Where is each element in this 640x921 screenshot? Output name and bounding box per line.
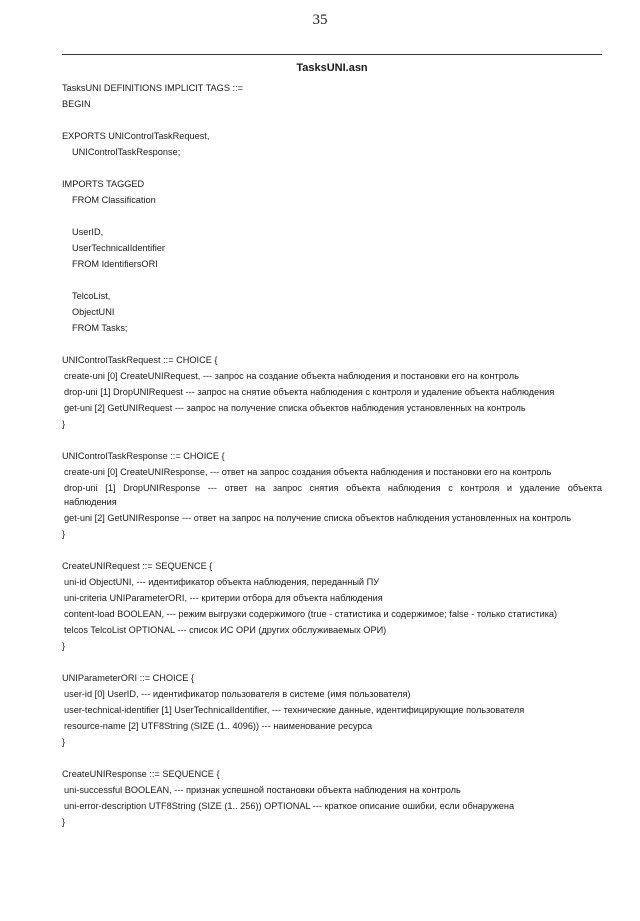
code-line: UNIParameterORI ::= CHOICE { [62,673,194,683]
code-line: } [62,817,66,827]
code-line: user-id [0] UserID, --- идентификатор пользователя в системе (имя пользователя) [64,689,411,699]
blank-line [62,750,602,766]
blank-line [62,432,602,448]
code-line: uni-id ObjectUNI, --- идентификатор объекта наблюдения, переданный ПУ [64,577,380,587]
code-line: FROM Tasks; [72,323,128,333]
code-line: FROM Classification [72,195,156,205]
code-line: uni-error-description UTF8String (SIZE (1.. 256)) OPTIONAL --- краткое описание ошибки, если обнаружена [64,801,515,811]
blank-line [62,272,602,288]
code-line: } [62,529,66,539]
blank-line [62,336,602,352]
document-title: TasksUNI.asn [296,62,368,74]
code-line: uni-successful BOOLEAN, --- признак успешной постановки объекта наблюдения на контроль [64,785,461,795]
code-line: resource-name [2] UTF8String (SIZE (1.. 4096)) --- наименование ресурса [64,721,373,731]
code-line: create-uni [0] CreateUNIResponse, --- ответ на запрос создания объекта наблюдения и постановки его на контроль [64,467,552,477]
blank-line [62,208,602,224]
asn-listing [62,80,602,830]
code-line: } [62,737,66,747]
blank-line [62,542,602,558]
code-line: CreateUNIRequest ::= SEQUENCE { [62,561,213,571]
code-line: content-load BOOLEAN, --- режим выгрузки содержимого (true - статистика и содержимое; false - только статистика) [64,609,558,619]
code-line: } [62,419,66,429]
header-rule [62,54,602,55]
code-line: get-uni [2] GetUNIResponse --- ответ на запрос на получение списка объектов наблюдения установленных на контроль [64,513,571,523]
code-line: UserTechnicalIdentifier [72,243,165,253]
code-line: create-uni [0] CreateUNIRequest, --- запрос на создание объекта наблюдения и постановки его на контроль [64,371,519,381]
code-line: drop-uni [1] DropUNIResponse --- ответ на запрос снятия объекта наблюдения с контроля и удаление объекта наблюдения [64,483,602,507]
code-line: FROM IdentifiersORI [72,259,158,269]
code-line: BEGIN [62,99,91,109]
page-number: 35 [312,12,328,28]
code-line: UserID, [72,227,104,237]
code-line: } [62,641,66,651]
code-line: drop-uni [1] DropUNIRequest --- запрос на снятие объекта наблюдения с контроля и удаление объекта наблюдения [64,387,555,397]
code-line: telcos TelcoList OPTIONAL --- список ИС ОРИ (других обслуживаемых ОРИ) [64,625,387,635]
blank-line [62,112,602,128]
code-line: UNIControlTaskRequest ::= CHOICE { [62,355,218,365]
code-line: ObjectUNI [72,307,115,317]
code-line: TasksUNI DEFINITIONS IMPLICIT TAGS ::= [62,83,243,93]
code-line: CreateUNIResponse ::= SEQUENCE { [62,769,220,779]
code-line: uni-criteria UNIParameterORI, --- критерии отбора для объекта наблюдения [64,593,383,603]
blank-line [62,654,602,670]
blank-line [62,160,602,176]
code-line: TelcoList, [72,291,111,301]
code-line: IMPORTS TAGGED [62,179,145,189]
code-line: user-technical-identifier [1] UserTechnicalIdentifier, --- технические данные, идентифицирующие пользователя [64,705,525,715]
code-line: UNIControlTaskResponse; [72,147,181,157]
code-line: EXPORTS UNIControlTaskRequest, [62,131,210,141]
code-line: get-uni [2] GetUNIRequest --- запрос на получение списка объектов наблюдения установленных на контроль [64,403,526,413]
code-line: UNIControlTaskResponse ::= CHOICE { [62,451,225,461]
